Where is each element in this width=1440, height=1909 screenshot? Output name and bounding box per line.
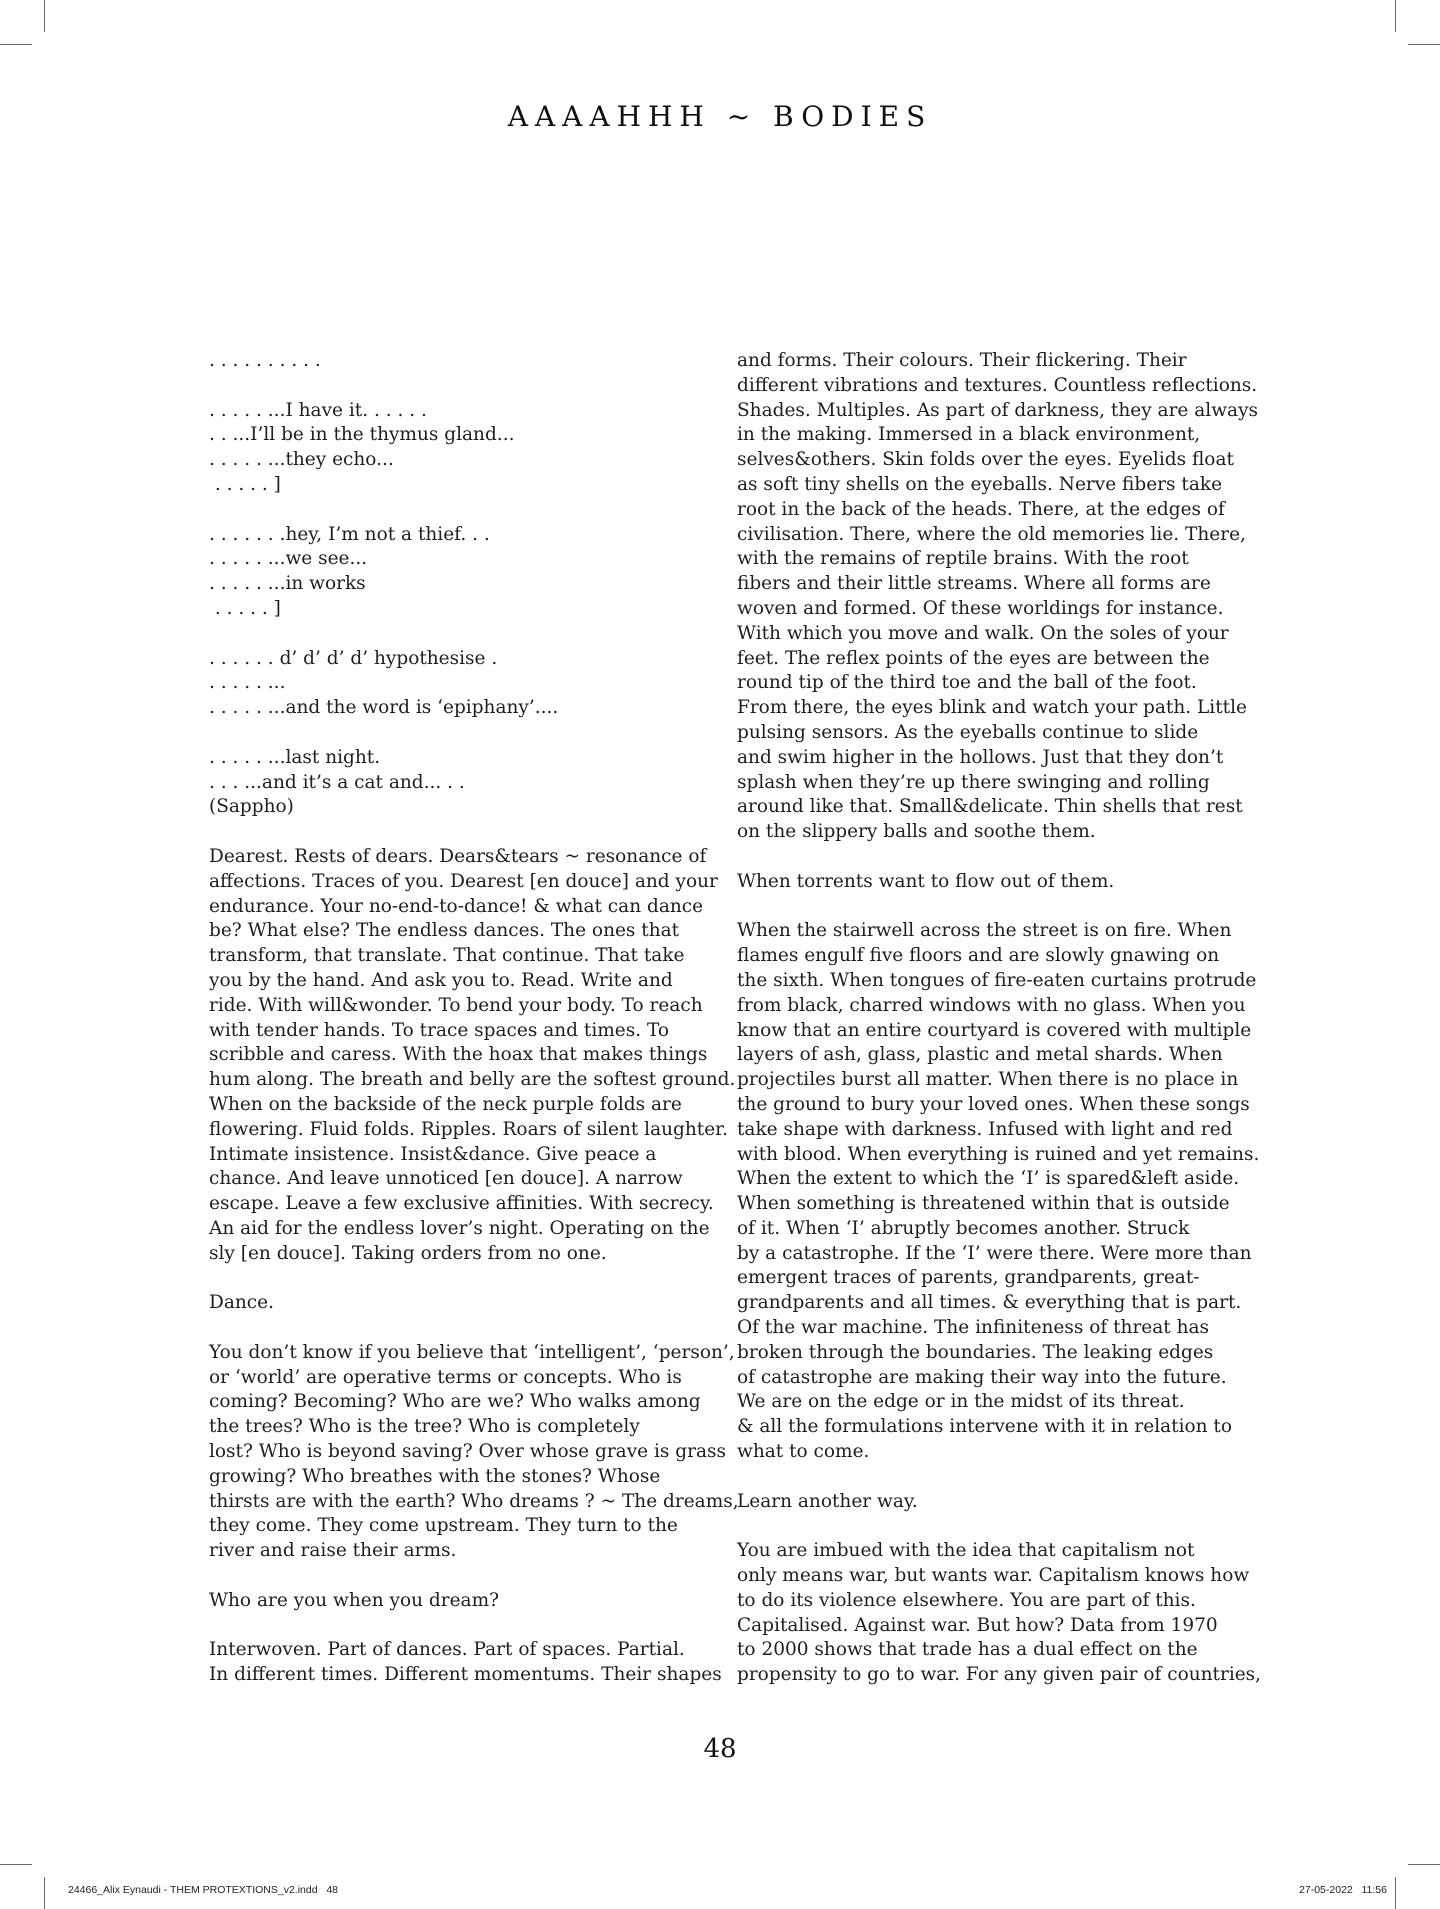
text-line: . . . . . ...they echo... bbox=[209, 449, 394, 471]
text-line: endurance. Your no-end-to-dance! & what can dance bbox=[209, 895, 704, 917]
text-line: coming? Becoming? Who are we? Who walks among bbox=[209, 1391, 701, 1413]
text-line: affections. Traces of you. Dearest [en douce] and your bbox=[209, 870, 718, 892]
text-line: woven and formed. Of these worldings for instance. bbox=[737, 597, 1224, 619]
text-line: with tender hands. To trace spaces and times. To bbox=[209, 1019, 670, 1041]
text-line: they come. They come upstream. They turn to the bbox=[209, 1515, 678, 1537]
paragraph-gap bbox=[209, 374, 699, 399]
text-line: scribble and caress. With the hoax that makes things bbox=[209, 1044, 708, 1066]
paragraph-gap bbox=[209, 622, 699, 647]
text-line: From there, the eyes blink and watch your path. Little bbox=[737, 697, 1247, 719]
text-line: Interwoven. Part of dances. Part of spaces. Partial. bbox=[209, 1639, 685, 1661]
text-line: the sixth. When tongues of fire-eaten curtains protrude bbox=[737, 969, 1257, 991]
text-line: or ‘world’ are operative terms or concepts. Who is bbox=[209, 1366, 682, 1388]
text-line: . . . . . ] bbox=[209, 473, 281, 495]
crop-mark bbox=[0, 1864, 32, 1865]
text-line: (Sappho) bbox=[209, 796, 294, 818]
paragraph-gap bbox=[209, 820, 699, 845]
text-line: Dearest. Rests of dears. Dears&tears ~ resonance of bbox=[209, 845, 707, 867]
text-line: what to come. bbox=[737, 1441, 870, 1463]
crop-mark bbox=[1408, 44, 1440, 45]
text-line: only means war, but wants war. Capitalism knows how bbox=[737, 1565, 1250, 1587]
slug-date: 27-05-2022 11:56 bbox=[1299, 1884, 1387, 1896]
text-line: different vibrations and textures. Countless reflections. bbox=[737, 374, 1258, 396]
text-line: you by the hand. And ask you to. Read. Write and bbox=[209, 969, 673, 991]
text-line: & all the formulations intervene with it in relation to bbox=[737, 1416, 1233, 1438]
crop-mark bbox=[1395, 1877, 1396, 1909]
paragraph-gap bbox=[209, 1614, 699, 1639]
text-line: around like that. Small&delicate. Thin shells that rest bbox=[737, 796, 1243, 818]
crop-mark bbox=[1408, 1864, 1440, 1865]
running-head: AAAAHHH ~ BODIES bbox=[507, 100, 933, 133]
text-line: sly [en douce]. Taking orders from no one. bbox=[209, 1242, 607, 1264]
text-line: feet. The reflex points of the eyes are between the bbox=[737, 647, 1210, 669]
text-line: . . ...I’ll be in the thymus gland... bbox=[209, 424, 515, 446]
text-line: of it. When ‘I’ abruptly becomes another. Struck bbox=[737, 1217, 1190, 1239]
text-line: growing? Who breathes with the stones? Whose bbox=[209, 1465, 661, 1487]
text-line: take shape with darkness. Infused with light and red bbox=[737, 1118, 1233, 1140]
text-line: thirsts are with the earth? Who dreams ? ~ The dreams, bbox=[209, 1490, 739, 1512]
slug-file-info: 24466_Alix Eynaudi - THEM PROTEXTIONS_v2.indd 48 bbox=[68, 1884, 339, 1896]
text-line: fibers and their little streams. Where all forms are bbox=[737, 573, 1211, 595]
text-line: . . . . . ...I have it. . . . . . bbox=[209, 399, 427, 421]
text-line: emergent traces of parents, grandparents, great- bbox=[737, 1267, 1200, 1289]
text-line: splash when they’re up there swinging and rolling bbox=[737, 771, 1210, 793]
text-line: Capitalised. Against war. But how? Data from 1970 bbox=[737, 1614, 1218, 1636]
text-line: . . . . . ...last night. bbox=[209, 746, 381, 768]
text-line: . . . . . . . . . . bbox=[209, 350, 321, 371]
text-line: know that an entire courtyard is covered with multiple bbox=[737, 1019, 1252, 1041]
left-text-column bbox=[209, 349, 739, 1688]
paragraph-gap bbox=[737, 1465, 1237, 1490]
crop-mark bbox=[44, 1877, 45, 1909]
paragraph-gap bbox=[737, 1514, 1237, 1539]
page-number: 48 bbox=[703, 1734, 737, 1764]
text-line: root in the back of the heads. There, at the edges of bbox=[737, 498, 1225, 520]
text-line: of catastrophe are making their way into the future. bbox=[737, 1366, 1227, 1388]
paragraph-gap bbox=[209, 498, 699, 523]
text-line: as soft tiny shells on the eyeballs. Nerve fibers take bbox=[737, 473, 1223, 495]
text-line: grandparents and all times. & everything that is part. bbox=[737, 1292, 1242, 1314]
text-line: Dance. bbox=[209, 1292, 274, 1314]
text-line: selves&others. Skin folds over the eyes. Eyelids float bbox=[737, 449, 1234, 471]
text-line: with the remains of reptile brains. With the root bbox=[737, 548, 1189, 570]
text-line: broken through the boundaries. The leaking edges bbox=[737, 1341, 1214, 1363]
text-line: . . . . . . d’ d’ d’ d’ hypothesise . bbox=[209, 647, 498, 669]
crop-mark bbox=[1395, 0, 1396, 32]
text-line: . . . . . ] bbox=[209, 597, 281, 619]
text-line: propensity to go to war. For any given pair of countries, bbox=[737, 1664, 1262, 1686]
text-line: . . . . . ...in works bbox=[209, 573, 366, 595]
text-line: We are on the edge or in the midst of its threat. bbox=[737, 1391, 1185, 1413]
paragraph-gap bbox=[209, 1564, 699, 1589]
text-line: civilisation. There, where the old memories lie. There, bbox=[737, 523, 1246, 545]
text-line: projectiles burst all matter. When there is no place in bbox=[737, 1069, 1239, 1091]
text-line: chance. And leave unnoticed [en douce]. A narrow bbox=[209, 1168, 683, 1190]
text-line: be? What else? The endless dances. The ones that bbox=[209, 920, 680, 942]
text-line: You don’t know if you believe that ‘intelligent’, ‘person’, bbox=[209, 1341, 735, 1363]
text-line: . . . . . ...we see... bbox=[209, 548, 368, 570]
text-line: flames engulf five floors and are slowly gnawing on bbox=[737, 945, 1220, 967]
text-line: escape. Leave a few exclusive affinities. With secrecy. bbox=[209, 1193, 714, 1215]
text-line: Of the war machine. The infiniteness of threat has bbox=[737, 1317, 1210, 1339]
text-line: in the making. Immersed in a black environment, bbox=[737, 424, 1201, 446]
text-line: and swim higher in the hollows. Just that they don’t bbox=[737, 746, 1224, 768]
text-line: When the extent to which the ‘I’ is spared&left aside. bbox=[737, 1168, 1240, 1190]
text-line: flowering. Fluid folds. Ripples. Roars of silent laughter. bbox=[209, 1118, 728, 1140]
text-line: Intimate insistence. Insist&dance. Give peace a bbox=[209, 1143, 657, 1165]
text-line: river and raise their arms. bbox=[209, 1540, 457, 1562]
text-line: . . . . . ... bbox=[209, 672, 286, 694]
text-line: by a catastrophe. If the ‘I’ were there. Were more than bbox=[737, 1242, 1252, 1264]
paragraph-gap bbox=[209, 721, 699, 746]
text-line: on the slippery balls and soothe them. bbox=[737, 821, 1096, 843]
text-line: from black, charred windows with no glass. When you bbox=[737, 994, 1246, 1016]
text-line: and forms. Their colours. Their flickering. Their bbox=[737, 350, 1187, 371]
text-line: the trees? Who is the tree? Who is completely bbox=[209, 1416, 640, 1438]
text-line: With which you move and walk. On the soles of your bbox=[737, 622, 1229, 644]
paragraph-gap bbox=[209, 1266, 699, 1291]
text-line: When the stairwell across the street is on fire. When bbox=[737, 920, 1232, 942]
text-line: Shades. Multiples. As part of darkness, they are always bbox=[737, 399, 1259, 421]
text-line: ride. With will&wonder. To bend your body. To reach bbox=[209, 994, 703, 1016]
text-line: An aid for the endless lover’s night. Operating on the bbox=[209, 1217, 710, 1239]
text-line: lost? Who is beyond saving? Over whose grave is grass bbox=[209, 1441, 726, 1463]
text-line: When on the backside of the neck purple folds are bbox=[209, 1093, 682, 1115]
text-line: In different times. Different momentums. Their shapes bbox=[209, 1664, 722, 1686]
text-line: Who are you when you dream? bbox=[209, 1589, 500, 1611]
paragraph-gap bbox=[737, 845, 1237, 870]
text-line: with blood. When everything is ruined and yet remains. bbox=[737, 1143, 1260, 1165]
text-line: round tip of the third toe and the ball of the foot. bbox=[737, 672, 1197, 694]
text-line: Learn another way. bbox=[737, 1490, 918, 1512]
text-line: hum along. The breath and belly are the softest ground. bbox=[209, 1069, 736, 1091]
text-line: to 2000 shows that trade has a dual effect on the bbox=[737, 1639, 1198, 1661]
crop-mark bbox=[44, 0, 45, 32]
text-line: transform, that translate. That continue. That take bbox=[209, 945, 685, 967]
paragraph-gap bbox=[737, 895, 1237, 920]
text-line: . . . ...and it’s a cat and... . . bbox=[209, 771, 465, 793]
text-line: When torrents want to flow out of them. bbox=[737, 870, 1115, 892]
text-line: to do its violence elsewhere. You are part of this. bbox=[737, 1589, 1196, 1611]
right-text-column bbox=[737, 349, 1262, 1688]
text-line: When something is threatened within that is outside bbox=[737, 1193, 1230, 1215]
text-line: the ground to bury your loved ones. When these songs bbox=[737, 1093, 1250, 1115]
crop-mark bbox=[0, 44, 32, 45]
paragraph-gap bbox=[209, 1316, 699, 1341]
text-line: pulsing sensors. As the eyeballs continue to slide bbox=[737, 721, 1199, 743]
text-line: . . . . . . .hey, I’m not a thief. . . bbox=[209, 523, 490, 545]
text-line: layers of ash, glass, plastic and metal shards. When bbox=[737, 1044, 1223, 1066]
text-line: . . . . . ...and the word is ‘epiphany’.... bbox=[209, 697, 559, 719]
text-line: You are imbued with the idea that capitalism not bbox=[737, 1540, 1195, 1562]
